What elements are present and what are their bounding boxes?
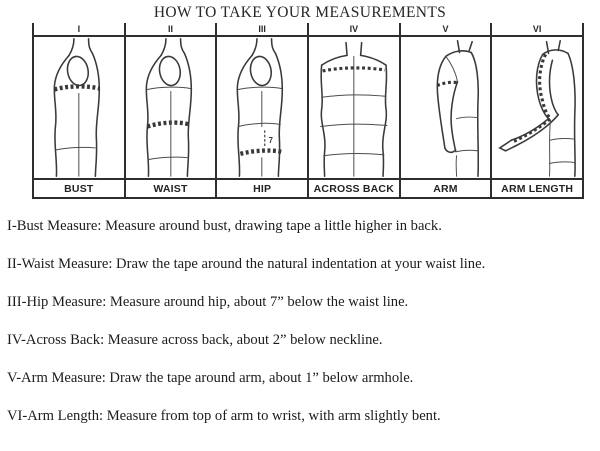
panel-label-bust: BUST <box>32 180 124 197</box>
instruction-line-hip: III-Hip Measure: Measure around hip, about 7” below the waist line. <box>7 294 409 310</box>
dress-form-across-back-illustration <box>309 37 399 178</box>
page-title: HOW TO TAKE YOUR MEASUREMENTS <box>153 4 447 21</box>
panel-hip <box>215 37 307 178</box>
instruction-line-bust: I-Bust Measure: Measure around bust, drawing tape a little higher in back. <box>7 218 442 234</box>
instruction-line-arm: V-Arm Measure: Draw the tape around arm, about 1” below armhole. <box>7 370 414 386</box>
panel-label-arm: ARM <box>399 180 491 197</box>
panel-numeral-across-back: IV <box>307 23 399 35</box>
panel-illustration-row <box>32 35 584 178</box>
measurement-figure-strip <box>32 23 584 199</box>
panel-numeral-arm: V <box>399 23 491 35</box>
panel-label-across-back: ACROSS BACK <box>307 180 399 197</box>
dress-form-waist-illustration <box>126 37 216 178</box>
panel-across-back <box>307 37 399 178</box>
dress-form-bust-illustration <box>34 37 124 178</box>
panel-label-row <box>32 178 584 199</box>
instruction-line-across-back: IV-Across Back: Measure across back, about 2” below neckline. <box>7 332 383 348</box>
panel-arm <box>399 37 491 178</box>
hip-distance-annotation: 7 <box>268 136 274 146</box>
figure-arm-length-illustration <box>492 37 582 178</box>
panel-numeral-bust: I <box>32 23 124 35</box>
panel-numeral-waist: II <box>124 23 216 35</box>
instruction-line-arm-length: VI-Arm Length: Measure from top of arm to wrist, with arm slightly bent. <box>7 408 441 424</box>
panel-label-hip: HIP <box>215 180 307 197</box>
panel-label-waist: WAIST <box>124 180 216 197</box>
panel-numeral-row <box>32 23 584 35</box>
dress-form-hip-illustration <box>217 37 307 178</box>
panel-waist <box>124 37 216 178</box>
instruction-list <box>7 217 590 425</box>
panel-numeral-hip: III <box>215 23 307 35</box>
instruction-line-waist: II-Waist Measure: Draw the tape around the natural indentation at your waist line. <box>7 256 486 272</box>
panel-label-arm-length: ARM LENGTH <box>490 180 582 197</box>
panel-arm-length <box>490 37 582 178</box>
panel-numeral-arm-length: VI <box>490 23 582 35</box>
panel-bust <box>32 37 124 178</box>
figure-arm-measure-illustration <box>401 37 491 178</box>
